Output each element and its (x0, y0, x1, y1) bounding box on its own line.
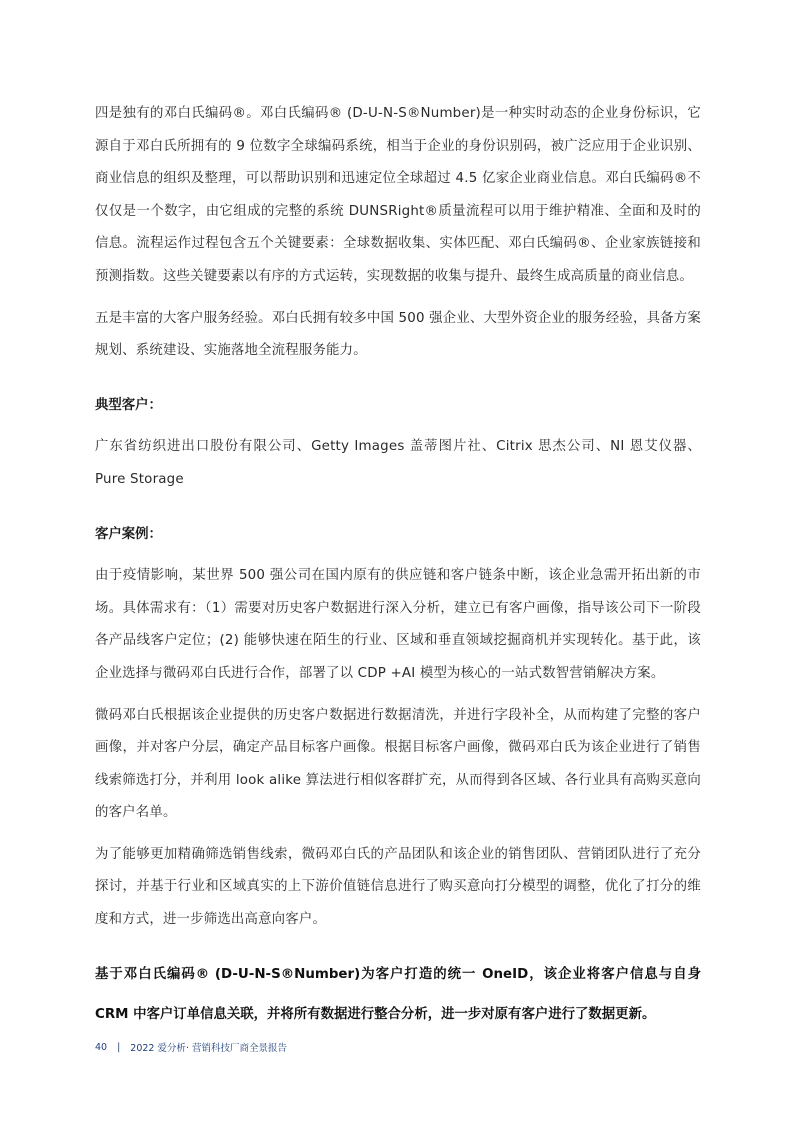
report-title: 2022 爱分析· 营销科技厂商全景报告 (130, 1043, 288, 1054)
page-footer (95, 1040, 287, 1054)
paragraph-case-oneid: 基于邓白氏编码® (D-U-N-S®Number)为客户打造的统一 OneID，该企业将客户信息与自身 CRM 中客户订单信息关联，并将所有数据进行整合分析，进一步对原有客户进行了数据更新。 (95, 966, 701, 1022)
page-number: 40 (95, 1041, 108, 1053)
paragraph-service-experience: 五是丰富的大客户服务经验。邓白氏拥有较多中国 500 强企业、大型外资企业的服务经验，具备方案规划、系统建设、实施落地全流程服务能力。 (95, 310, 701, 359)
paragraph-case-background: 由于疫情影响，某世界 500 强公司在国内原有的供应链和客户链条中断，该企业急需开拓出新的市场。具体需求有：（1）需要对历史客户数据进行深入分析，建立已有客户画像，指导该公司下一阶段各产品线客户定位；(2) 能够快速在陌生的行业、区域和垂直领域挖掘商机并实现转化。基于此，该企业选择与微码邓白氏进行合作，部署了以 CDP +AI 模型为核心的一站式数智营销解决方案。 (95, 568, 701, 681)
paragraph-case-data-cleaning: 微码邓白氏根据该企业提供的历史客户数据进行数据清洗，并进行字段补全，从而构建了完整的客户画像，并对客户分层，确定产品目标客户画像。根据目标客户画像，微码邓白氏为该企业进行了销售线索筛选打分，并利用 look alike 算法进行相似客群扩充，从而得到各区域、各行业具有高购买意向的客户名单。 (95, 707, 701, 821)
heading-customer-cases: 客户案例： (95, 526, 162, 542)
paragraph-case-lead-scoring: 为了能够更加精确筛选销售线索，微码邓白氏的产品团队和该企业的销售团队、营销团队进行了充分探讨，并基于行业和区域真实的上下游价值链信息进行了购买意向打分模型的调整，优化了打分的维度和方式，进一步筛选出高意向客户。 (95, 846, 701, 928)
paragraph-customer-list: 广东省纺织进出口股份有限公司、Getty Images 盖蒂图片社、Citrix 思杰公司、NI 恩艾仪器、Pure Storage (95, 439, 701, 487)
heading-typical-customers: 典型客户： (95, 397, 162, 413)
paragraph-duns-number: 四是独有的邓白氏编码®。邓白氏编码® (D-U-N-S®Number)是一种实时动态的企业身份标识，它源自于邓白氏所拥有的 9 位数字全球编码系统，相当于企业的身份识别码，被广泛应用于企业识别、商业信息的组织及整理，可以帮助识别和迅速定位全球超过 4.5 亿家企业商业信息。邓白氏编码®不仅仅是一个数字，由它组成的完整的系统 DUNSRight®质量流程可以用于维护精准、全面和及时的信息。流程运作过程包含五个关键要素：全球数据收集、实体匹配、邓白氏编码®、企业家族链接和预测指数。这些关键要素以有序的方式运转，实现数据的收集与提升、最终生成高质量的商业信息。 (95, 106, 701, 284)
footer-separator: | (117, 1041, 121, 1053)
main-content (95, 98, 701, 1035)
